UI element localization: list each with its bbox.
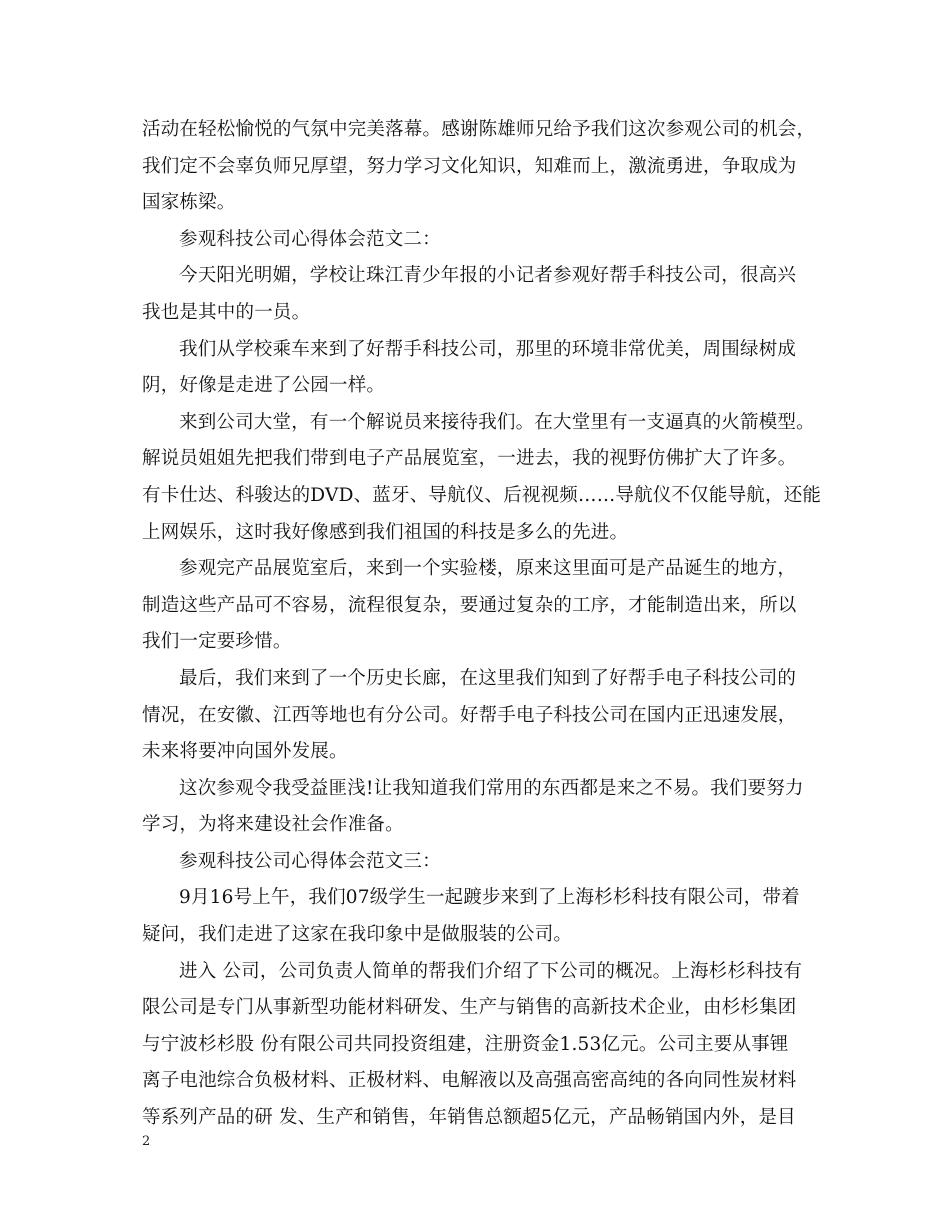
text-line: 限公司是专门从事新型功能材料研发、生产与销售的高新技术企业，由杉杉集团 bbox=[142, 997, 797, 1019]
text-line: 有卡仕达、科骏达的DVD、蓝牙、导航仪、后视视频……导航仪不仅能导航，还能 bbox=[142, 484, 822, 506]
text-line: 进入 公司，公司负责人简单的帮我们介绍了下公司的概况。上海杉杉科技有 bbox=[179, 960, 803, 982]
text-line: 来到公司大堂，有一个解说员来接待我们。在大堂里有一支逼真的火箭模型。 bbox=[179, 411, 815, 433]
text-line: 离子电池综合负极材料、正极材料、电解液以及高强高密高纯的各向同性炭材料 bbox=[142, 1070, 797, 1092]
text-line: 上网娱乐，这时我好像感到我们祖国的科技是多么的先进。 bbox=[142, 521, 629, 543]
text-line: 9月16号上午，我们07级学生一起踱步来到了上海杉杉科技有限公司，带着 bbox=[179, 887, 800, 909]
text-line: 等系列产品的研 发、生产和销售，年销售总额超5亿元，产品畅销国内外，是目 bbox=[142, 1107, 796, 1129]
section-heading: 参观科技公司心得体会范文三： bbox=[179, 850, 441, 872]
text-line: 制造这些产品可不容易，流程很复杂，要通过复杂的工序，才能制造出来，所以 bbox=[142, 594, 797, 616]
text-line: 阴，好像是走进了公园一样。 bbox=[142, 375, 386, 397]
text-line: 学习，为将来建设社会作准备。 bbox=[142, 814, 404, 836]
text-line: 与宁波杉杉股 份有限公司共同投资组建，注册资金1.53亿元。公司主要从事锂 bbox=[142, 1033, 789, 1055]
text-line: 解说员姐姐先把我们带到电子产品展览室，一进去，我的视野仿佛扩大了许多。 bbox=[142, 448, 797, 470]
text-line: 未来将要冲向国外发展。 bbox=[142, 741, 348, 763]
document-body bbox=[142, 112, 822, 1137]
text-line: 我也是其中的一员。 bbox=[142, 301, 311, 323]
text-line: 我们一定要珍惜。 bbox=[142, 631, 292, 653]
text-line: 这次参观令我受益匪浅!让我知道我们常用的东西都是来之不易。我们要努力 bbox=[179, 777, 804, 799]
section-heading: 参观科技公司心得体会范文二： bbox=[179, 228, 441, 250]
text-line: 情况，在安徽、江西等地也有分公司。好帮手电子科技公司在国内正迅速发展， bbox=[142, 704, 797, 726]
page-number: 2 bbox=[142, 1134, 151, 1149]
text-line: 最后，我们来到了一个历史长廊，在这里我们知到了好帮手电子科技公司的 bbox=[179, 667, 797, 689]
text-line: 今天阳光明媚，学校让珠江青少年报的小记者参观好帮手科技公司，很高兴 bbox=[179, 265, 797, 287]
text-line: 国家栋梁。 bbox=[142, 192, 236, 214]
text-line: 我们定不会辜负师兄厚望，努力学习文化知识，知难而上，激流勇进，争取成为 bbox=[142, 155, 797, 177]
text-line: 参观完产品展览室后，来到一个实验楼，原来这里面可是产品诞生的地方， bbox=[179, 558, 797, 580]
text-line: 我们从学校乘车来到了好帮手科技公司，那里的环境非常优美，周围绿树成 bbox=[179, 338, 797, 360]
text-line: 活动在轻松愉悦的气氛中完美落幕。感谢陈雄师兄给予我们这次参观公司的机会， bbox=[142, 119, 816, 140]
text-line: 疑问，我们走进了这家在我印象中是做服装的公司。 bbox=[142, 924, 573, 946]
